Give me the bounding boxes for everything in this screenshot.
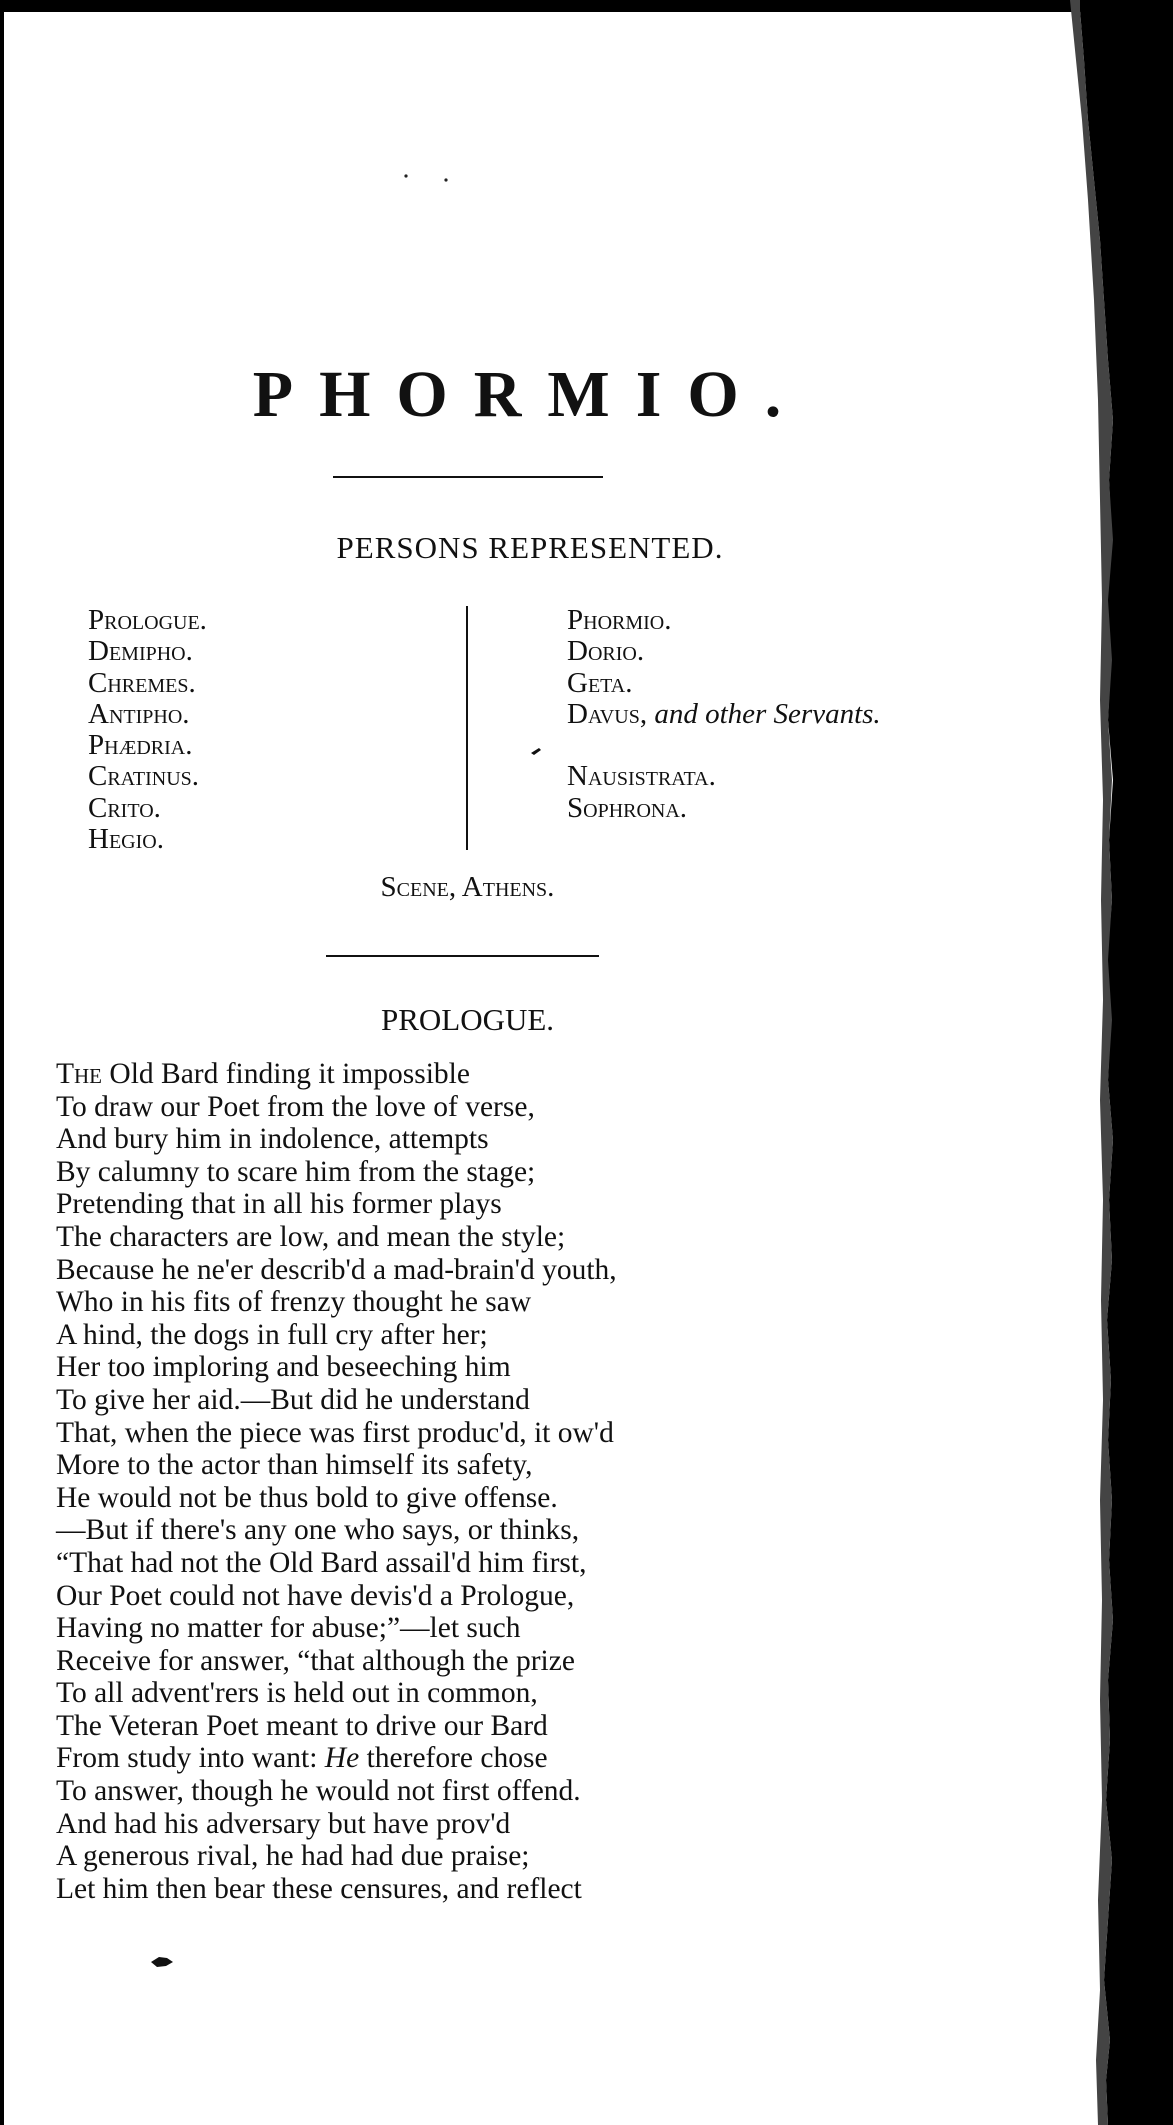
verse-line: Because he ne'er describ'd a mad-brain'd youth, (56, 1253, 617, 1286)
book-spine-shadow (1060, 0, 1173, 2125)
cast-gap (567, 730, 881, 761)
verse-line: The characters are low, and mean the style; (56, 1220, 566, 1253)
cast-item: Prologue. (88, 604, 207, 636)
verse-line: Let him then bear these censures, and reflect (56, 1872, 582, 1905)
verse-line: To draw our Poet from the love of verse, (56, 1090, 535, 1123)
verse-line: That, when the piece was first produc'd, it ow'd (56, 1416, 614, 1449)
verse-line: A hind, the dogs in full cry after her; (56, 1318, 488, 1351)
page-title: PHORMIO. (252, 358, 808, 431)
cast-item: Phædria. (88, 729, 193, 762)
verse-line: To answer, though he would not first offend. (56, 1775, 581, 1808)
verse-line: By calumny to scare him from the stage; (56, 1155, 536, 1188)
verse-line: Our Poet could not have devis'd a Prologue, (56, 1579, 575, 1612)
scan-specks (400, 170, 460, 190)
verse-line: Her too imploring and beseeching him (56, 1351, 511, 1384)
cast-item-davus (567, 699, 881, 730)
verse-line: Receive for answer, “that although the prize (56, 1644, 575, 1677)
cast-item: Cratinus. (88, 760, 200, 793)
verse-first-rest: Old Bard finding it impossible (102, 1058, 470, 1090)
verse-line: “That had not the Old Bard assail'd him first, (56, 1546, 587, 1579)
scene-line: Scene, Athens. (380, 871, 555, 903)
verse-line (56, 1742, 617, 1775)
cast-item: Demipho. (88, 635, 193, 668)
verse-emphasis: He (324, 1742, 360, 1775)
cast-name: Davus, (567, 697, 648, 730)
cast-item: Antipho. (88, 697, 190, 730)
verse-line (56, 1058, 617, 1091)
cast-item: Geta. (567, 666, 633, 699)
verse-line: Having no matter for abuse;”—let such (56, 1612, 521, 1645)
verse-line: And had his adversary but have prov'd (56, 1807, 511, 1840)
cast-list-right (567, 605, 881, 824)
section-rule (326, 955, 599, 957)
verse-line: More to the actor than himself its safety, (56, 1449, 533, 1482)
verse-line: To give her aid.—But did he understand (56, 1383, 530, 1416)
prologue-heading: PROLOGUE. (380, 1002, 555, 1037)
cast-item: Chremes. (88, 666, 196, 699)
verse-line: And bury him in indolence, attempts (56, 1123, 489, 1156)
cast-note: and other Servants. (654, 697, 881, 730)
verse-line: A generous rival, he had had due praise; (56, 1840, 530, 1873)
verse-line: —But if there's any one who says, or thinks, (56, 1514, 580, 1547)
cast-item: Hegio. (88, 823, 164, 856)
verse-line: Who in his fits of frenzy thought he saw (56, 1286, 532, 1319)
verse-line: To all advent'rers is held out in common, (56, 1677, 538, 1710)
cast-item: Dorio. (567, 635, 645, 668)
cast-item: Phormio. (567, 604, 672, 636)
cast-item: Crito. (88, 791, 161, 824)
verse-text: therefore chose (359, 1742, 548, 1775)
scan-top-border (0, 0, 1173, 12)
ink-speck (531, 740, 541, 748)
persons-heading: PERSONS REPRESENTED. (336, 530, 724, 565)
verse-line: He would not be thus bold to give offense. (56, 1481, 558, 1514)
verse-first-word: The (56, 1058, 103, 1090)
verse-line: The Veteran Poet meant to drive our Bard (56, 1709, 548, 1742)
cast-divider (466, 606, 468, 850)
cast-list-left (88, 605, 207, 855)
prologue-verse (56, 1058, 617, 1905)
verse-text: From study into want: (56, 1742, 325, 1775)
scan-left-edge (0, 0, 4, 2125)
ink-blot (151, 1953, 173, 1965)
cast-item: Nausistrata. (567, 760, 716, 793)
title-rule (333, 476, 603, 478)
cast-item: Sophrona. (567, 791, 688, 824)
verse-line: Pretending that in all his former plays (56, 1188, 502, 1221)
